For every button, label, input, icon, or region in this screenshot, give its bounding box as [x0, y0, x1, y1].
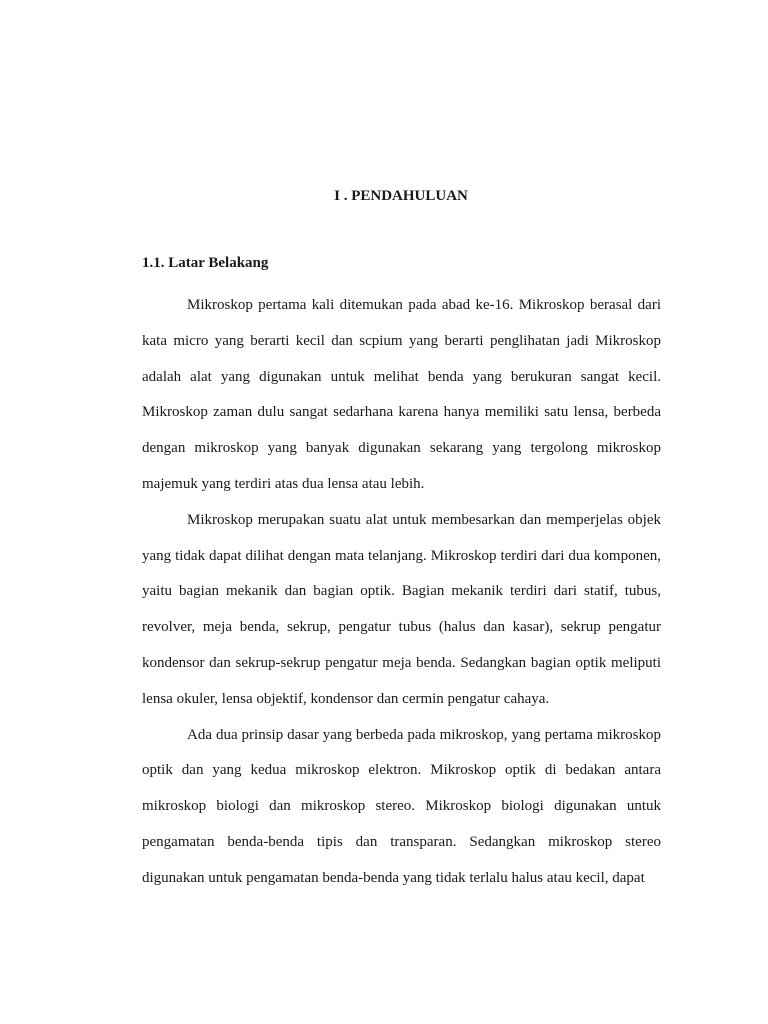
- paragraph-3: Ada dua prinsip dasar yang berbeda pada mikroskop, yang pertama mikroskop optik dan yang kedua mikroskop elektron. Mikroskop optik di bedakan antara mikroskop biologi dan mikroskop stereo. Mikroskop biologi digunakan untuk pengamatan benda-benda tipis dan transparan. Sedangkan mikroskop stereo digunakan untuk pengamatan benda-benda yang tidak terlalu halus atau kecil, dapat: [142, 726, 661, 886]
- paragraph-2: Mikroskop merupakan suatu alat untuk membesarkan dan memperjelas objek yang tidak dapat dilihat dengan mata telanjang. Mikroskop terdiri dari dua komponen, yaitu bagian mekanik dan bagian optik. Bagian mekanik terdiri dari statif, tubus, revolver, meja benda, sekrup, pengatur tubus (halus dan kasar), sekrup pengatur kondensor dan sekrup-sekrup pengatur meja benda. Sedangkan bagian optik meliputi lensa okuler, lensa objektif, kondensor dan cermin pengatur cahaya.: [142, 511, 661, 707]
- paragraph-1: Mikroskop pertama kali ditemukan pada abad ke-16. Mikroskop berasal dari kata micro yang berarti kecil dan scpium yang berarti penglihatan jadi Mikroskop adalah alat yang digunakan untuk melihat benda yang berukuran sangat kecil. Mikroskop zaman dulu sangat sedarhana karena hanya memiliki satu lensa, berbeda dengan mikroskop yang banyak digunakan sekarang yang tergolong mikroskop majemuk yang terdiri atas dua lensa atau lebih.: [142, 297, 661, 492]
- section-heading: 1.1. Latar Belakang: [142, 255, 269, 271]
- chapter-title: I . PENDAHULUAN: [334, 188, 468, 204]
- document-body: [142, 288, 661, 897]
